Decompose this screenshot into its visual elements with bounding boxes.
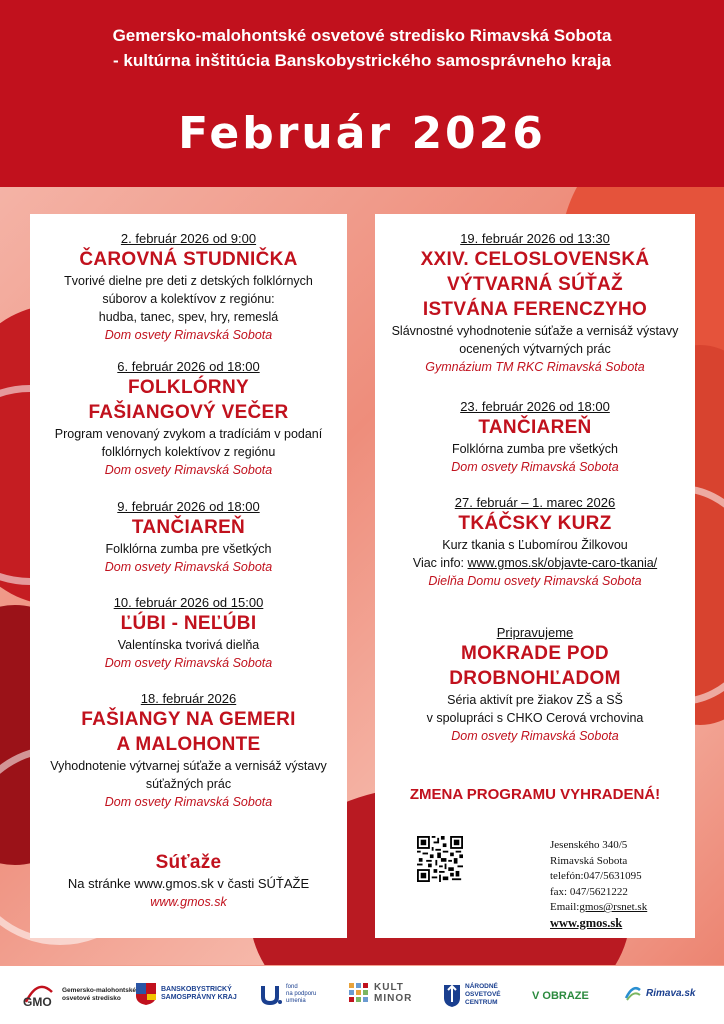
- event-date: 10. február 2026 od 15:00: [113, 595, 264, 610]
- event-info: [375, 554, 695, 572]
- event-title: ĽÚBI - NEĽÚBI: [120, 613, 257, 634]
- event-venue: Dom osvety Rimavská Sobota: [451, 729, 619, 743]
- kultminor-logo-text-line: MINOR: [374, 993, 413, 1004]
- event-title: XXIV. CELOSLOVENSKÁ: [420, 249, 650, 270]
- event-title: A MALOHONTE: [116, 734, 261, 755]
- rimava-logo[interactable]: [624, 984, 695, 1002]
- partner-logos-footer: [0, 966, 724, 1024]
- event-description: Program venovaný zvykom a tradíciám v podaní: [54, 427, 323, 441]
- event-title: TANČIAREŇ: [131, 517, 246, 538]
- gmo-logo-text-line: osvetové stredisko: [62, 995, 121, 1002]
- event-description: Vyhodnotenie výtvarnej súťaže a vernisáž výstavy: [50, 759, 327, 773]
- noc-logo-icon: [443, 982, 461, 1008]
- page-title: Február 2026: [178, 108, 546, 159]
- vobraze-logo-text: V OBRAZE: [532, 990, 589, 1002]
- event-venue: Dom osvety Rimavská Sobota: [104, 463, 273, 477]
- event-tanciaren-23: [375, 398, 695, 476]
- event-title: ČAROVNÁ STUDNIČKA: [79, 249, 298, 270]
- event-venue: Gymnázium TM RKC Rimavská Sobota: [425, 360, 645, 374]
- event-title: ISTVÁNA FERENCZYHO: [422, 299, 648, 320]
- noc-logo-text: [465, 983, 501, 1007]
- event-venue: Dom osvety Rimavská Sobota: [104, 328, 273, 342]
- right-program-panel: [375, 214, 695, 938]
- gmo-abbreviation: GMO: [23, 995, 52, 1008]
- kultminor-logo-text: [374, 982, 412, 1004]
- gmo-logo-text-line: Gemersko-malohontské: [62, 987, 137, 994]
- contact-phone: telefón:047/5631095: [550, 870, 642, 882]
- event-description: Folklórna zumba pre všetkých: [105, 542, 272, 556]
- fpu-logo-text-line: na podporu: [286, 990, 317, 997]
- event-title: FAŠIANGY NA GEMERI: [81, 709, 296, 730]
- kultminor-grid-icon: [348, 982, 370, 1004]
- event-description: Tvorivé dielne pre deti z detských folklórnych: [64, 274, 313, 288]
- event-venue: Dielňa Domu osvety Rimavská Sobota: [428, 574, 642, 588]
- event-description: folklórnych kolektívov z regiónu: [101, 445, 276, 459]
- event-venue: Dom osvety Rimavská Sobota: [104, 795, 273, 809]
- event-description: Folklórna zumba pre všetkých: [451, 442, 619, 456]
- event-description: hudba, tanec, spev, hry, remeslá: [98, 310, 279, 324]
- noc-logo[interactable]: [443, 982, 501, 1008]
- event-title: FAŠIANGOVÝ VEČER: [88, 402, 289, 423]
- event-date: 9. február 2026 od 18:00: [117, 499, 260, 514]
- kultminor-logo[interactable]: [348, 982, 412, 1004]
- bbsk-logo-text-line: BANSKOBYSTRICKÝ: [161, 986, 232, 993]
- event-date: 23. február 2026 od 18:00: [460, 399, 610, 414]
- kultminor-logo-text-line: KULT: [374, 982, 404, 993]
- contests-link[interactable]: www.gmos.sk: [150, 895, 227, 909]
- event-title: TKÁČSKY KURZ: [458, 513, 612, 534]
- event-venue: Dom osvety Rimavská Sobota: [104, 560, 273, 574]
- event-date: 19. február 2026 od 13:30: [460, 231, 610, 246]
- event-date: 18. február 2026: [140, 691, 237, 706]
- event-description: ocenených výtvarných prác: [459, 342, 611, 356]
- noc-logo-text-line: CENTRUM: [465, 999, 498, 1006]
- noc-logo-text-line: OSVETOVÉ: [465, 991, 501, 998]
- program-change-notice: ZMENA PROGRAMU VYHRADENÁ!: [409, 786, 661, 803]
- organization-name: Gemersko-malohontské osvetové stredisko Rimavská Sobota: [112, 26, 612, 45]
- event-description: Kurz tkania s Ľubomírou Žilkovou: [442, 538, 628, 552]
- contact-street: Jesenského 340/5: [550, 839, 628, 851]
- event-fasiangy: [30, 690, 347, 811]
- event-description: v spolupráci s CHKO Cerová vrchovina: [426, 711, 644, 725]
- event-date: 6. február 2026 od 18:00: [117, 359, 260, 374]
- contests-section: [30, 850, 347, 911]
- event-description: súťažných prác: [145, 777, 232, 791]
- event-carovna-studnicka: [30, 230, 347, 344]
- event-lubi-nelubi: [30, 594, 347, 672]
- fpu-logo-text-line: fond: [286, 983, 298, 990]
- event-ferenczy-competition: [375, 230, 695, 376]
- contact-email-link[interactable]: gmos@rsnet.sk: [579, 901, 648, 913]
- bbsk-shield-icon: [135, 982, 157, 1006]
- organization-subtitle: - kultúrna inštitúcia Banskobystrického samosprávneho kraja: [113, 51, 611, 70]
- contests-title: Súťaže: [155, 852, 222, 873]
- fpu-logo-text-line: umenia: [286, 997, 306, 1004]
- event-venue: Dom osvety Rimavská Sobota: [451, 460, 619, 474]
- event-venue: Dom osvety Rimavská Sobota: [104, 656, 273, 670]
- header-banner: [0, 0, 724, 187]
- contests-text: Na stránke www.gmos.sk v časti SÚŤAŽE: [67, 876, 310, 891]
- email-prefix: Email:: [550, 901, 580, 913]
- event-mokrade: [375, 624, 695, 745]
- contact-block: [550, 838, 647, 931]
- event-title: MOKRADE POD: [461, 643, 609, 664]
- qr-code-icon[interactable]: [417, 836, 463, 882]
- event-tanciaren-9: [30, 498, 347, 576]
- gmo-logo[interactable]: [22, 982, 136, 1008]
- event-title: DROBNOHĽADOM: [449, 668, 621, 689]
- bbsk-logo-text: [161, 986, 237, 1002]
- bbsk-logo-text-line: SAMOSPRÁVNY KRAJ: [161, 994, 237, 1001]
- event-description: Slávnostné vyhodnotenie súťaže a vernisáž výstavy: [391, 324, 679, 338]
- event-date: 2. február 2026 od 9:00: [120, 231, 257, 246]
- bbsk-logo[interactable]: [135, 982, 237, 1006]
- info-prefix: Viac info:: [412, 556, 468, 570]
- rimava-logo-text: Rimava.sk: [646, 987, 696, 999]
- contact-email-line: [550, 900, 647, 916]
- event-date: 27. február – 1. marec 2026: [454, 495, 616, 510]
- left-program-panel: [30, 214, 347, 938]
- event-description: Valentínska tvorivá dielňa: [117, 638, 260, 652]
- event-title: TANČIAREŇ: [478, 417, 592, 438]
- fpu-logo-text: [286, 984, 316, 1005]
- event-tkacsky-kurz: [375, 494, 695, 590]
- rimava-swirl-icon: [624, 984, 642, 1002]
- fpu-logo[interactable]: [260, 982, 316, 1006]
- gmo-logo-text: [62, 987, 136, 1003]
- contact-web-link[interactable]: www.gmos.sk: [550, 915, 623, 930]
- event-description: súborov a kolektívov z regiónu:: [102, 292, 275, 306]
- vobraze-logo[interactable]: [532, 990, 589, 1002]
- contact-city: Rimavská Sobota: [550, 854, 628, 867]
- noc-logo-text-line: NÁRODNÉ: [465, 983, 498, 990]
- event-date: Pripravujeme: [496, 625, 574, 640]
- event-title: FOLKLÓRNY: [128, 377, 249, 398]
- event-folklorny-vecer: [30, 358, 347, 479]
- info-link[interactable]: www.gmos.sk/objavte-caro-tkania/: [467, 556, 658, 570]
- contact-fax: fax: 047/5621222: [550, 885, 628, 898]
- event-description: Séria aktivít pre žiakov ZŠ a SŠ: [447, 693, 623, 707]
- fpu-logo-icon: [260, 982, 282, 1006]
- event-title: VÝTVARNÁ SÚŤAŽ: [447, 274, 623, 295]
- gmo-logo-icon: [22, 982, 58, 1008]
